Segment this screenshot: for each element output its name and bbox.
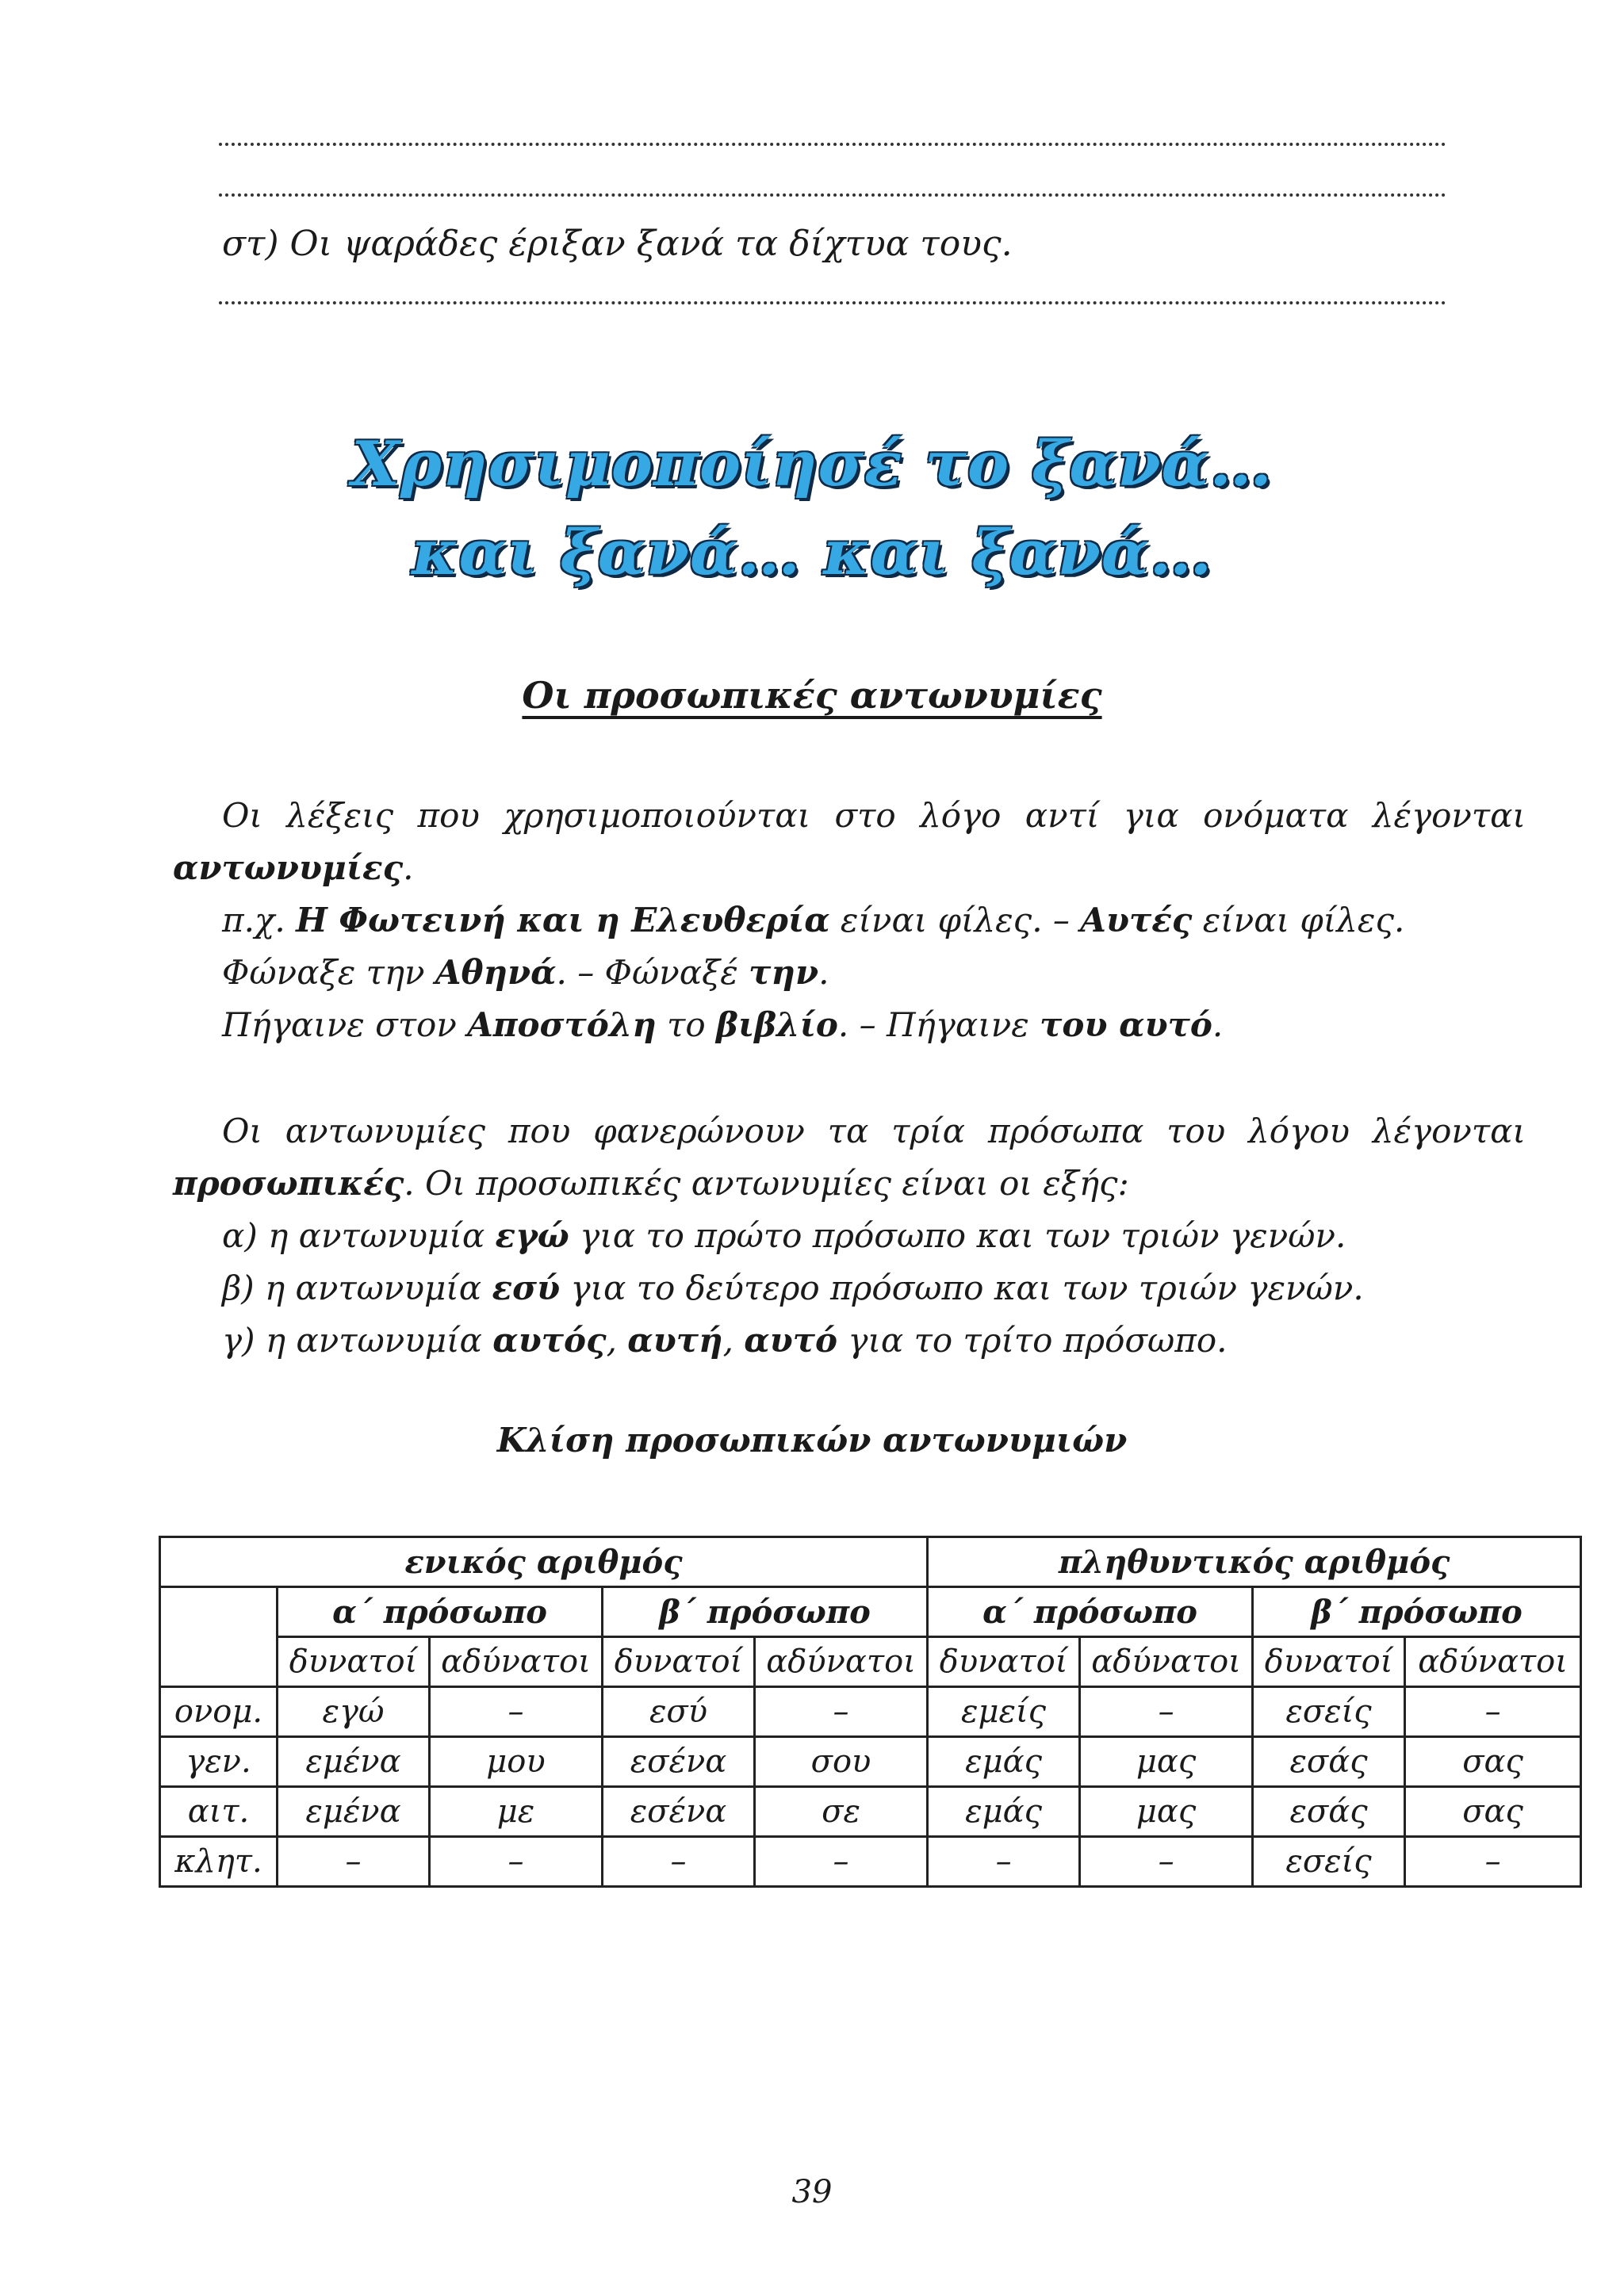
example-text: το bbox=[656, 1005, 717, 1044]
list-bold: εγώ bbox=[495, 1216, 569, 1255]
table-cell: – bbox=[1405, 1687, 1581, 1737]
list-text: γ) η αντωνυμία bbox=[222, 1321, 493, 1360]
list-text: για το πρώτο πρόσωπο και των τριών γενών. bbox=[569, 1216, 1346, 1255]
table-cell: εσένα bbox=[603, 1737, 755, 1787]
example-1 bbox=[222, 894, 1404, 947]
table-cell: σας bbox=[1405, 1737, 1581, 1787]
example-prefix: π.χ. bbox=[222, 901, 297, 939]
header-singular: ενικός αριθμός bbox=[160, 1537, 928, 1587]
list-item-c bbox=[222, 1314, 1228, 1367]
headline-line-1: Χρησιμοποίησέ το ξανά… bbox=[351, 428, 1273, 500]
header-person: β΄ πρόσωπο bbox=[603, 1587, 928, 1637]
term-antonymies: αντωνυμίες bbox=[173, 848, 404, 887]
example-bold: βιβλίο bbox=[716, 1005, 838, 1044]
case-label: κλητ. bbox=[160, 1837, 278, 1887]
case-label: αιτ. bbox=[160, 1787, 278, 1837]
punctuation: . bbox=[403, 848, 414, 887]
table-row bbox=[160, 1837, 1581, 1887]
example-3 bbox=[222, 999, 1223, 1051]
list-bold: αυτός bbox=[492, 1321, 607, 1360]
table-cell: – bbox=[755, 1687, 928, 1737]
table-row bbox=[160, 1537, 1581, 1587]
table-row bbox=[160, 1787, 1581, 1837]
header-person: β΄ πρόσωπο bbox=[1253, 1587, 1581, 1637]
table-cell: εσάς bbox=[1253, 1737, 1405, 1787]
table-row bbox=[160, 1637, 1581, 1687]
table-cell: μου bbox=[430, 1737, 603, 1787]
header-plural: πληθυντικός αριθμός bbox=[928, 1537, 1581, 1587]
list-bold: αυτή bbox=[627, 1321, 723, 1360]
table-title: Κλίση προσωπικών αντωνυμιών bbox=[496, 1421, 1128, 1460]
header-form: αδύνατοι bbox=[1405, 1637, 1581, 1687]
personal-text: . Οι προσωπικές αντωνυμίες είναι οι εξής: bbox=[404, 1164, 1129, 1203]
term-prosopikes: προσωπικές bbox=[173, 1164, 404, 1203]
answer-dotted-line bbox=[219, 143, 1446, 146]
table-cell: – bbox=[1080, 1837, 1253, 1887]
header-form: δυνατοί bbox=[928, 1637, 1080, 1687]
table-cell: εσείς bbox=[1253, 1837, 1405, 1887]
table-cell: εσύ bbox=[603, 1687, 755, 1737]
example-text: είναι φίλες. bbox=[1192, 901, 1405, 939]
table-row bbox=[160, 1687, 1581, 1737]
list-bold: εσύ bbox=[492, 1269, 561, 1307]
intro-line-2 bbox=[173, 842, 414, 894]
headline-line-2: και ξανά… και ξανά… bbox=[412, 517, 1212, 589]
example-text: . bbox=[818, 953, 829, 992]
example-text: . – Φώναξέ bbox=[556, 953, 749, 992]
example-bold: του αυτό bbox=[1040, 1005, 1212, 1044]
header-form: δυνατοί bbox=[1253, 1637, 1405, 1687]
exercise-line-st: στ) Οι ψαράδες έριξαν ξανά τα δίχτυα τους. bbox=[222, 224, 1013, 264]
example-text: Φώναξε την bbox=[222, 953, 435, 992]
list-item-b bbox=[222, 1262, 1364, 1314]
personal-line-1: Οι αντωνυμίες που φανερώνουν τα τρία πρόσωπα του λόγου λέγονται bbox=[222, 1112, 1526, 1150]
table-row bbox=[160, 1587, 1581, 1637]
table-cell: εμείς bbox=[928, 1687, 1080, 1737]
declension-table bbox=[159, 1536, 1582, 1888]
table-cell: με bbox=[430, 1787, 603, 1837]
answer-dotted-line bbox=[219, 193, 1446, 197]
table-cell: – bbox=[430, 1687, 603, 1737]
example-bold: Αποστόλη bbox=[467, 1005, 657, 1044]
header-form: αδύνατοι bbox=[1080, 1637, 1253, 1687]
example-bold: Αυτές bbox=[1080, 901, 1193, 939]
table-row bbox=[160, 1737, 1581, 1787]
table-cell: εμένα bbox=[278, 1787, 430, 1837]
header-form: αδύνατοι bbox=[755, 1637, 928, 1687]
table-cell: – bbox=[928, 1837, 1080, 1887]
example-bold: Αθηνά bbox=[435, 953, 557, 992]
example-bold: την bbox=[749, 953, 819, 992]
header-person: α΄ πρόσωπο bbox=[928, 1587, 1253, 1637]
list-text: για το δεύτερο πρόσωπο και των τριών γενών. bbox=[560, 1269, 1364, 1307]
table-cell: σου bbox=[755, 1737, 928, 1787]
empty-corner-cell bbox=[160, 1587, 278, 1687]
table-cell: εσάς bbox=[1253, 1787, 1405, 1837]
table-cell: εμάς bbox=[928, 1737, 1080, 1787]
table-cell: – bbox=[1405, 1837, 1581, 1887]
personal-line-2 bbox=[173, 1158, 1129, 1210]
header-form: δυνατοί bbox=[603, 1637, 755, 1687]
case-label: ονομ. bbox=[160, 1687, 278, 1737]
table-cell: σας bbox=[1405, 1787, 1581, 1837]
table-cell: εμένα bbox=[278, 1737, 430, 1787]
list-bold: αυτό bbox=[744, 1321, 838, 1360]
example-text: είναι φίλες. – bbox=[829, 901, 1081, 939]
table-cell: σε bbox=[755, 1787, 928, 1837]
table-cell: εσείς bbox=[1253, 1687, 1405, 1737]
table-cell: – bbox=[755, 1837, 928, 1887]
example-text: . bbox=[1212, 1005, 1224, 1044]
example-text: Πήγαινε στον bbox=[222, 1005, 468, 1044]
list-text: α) η αντωνυμία bbox=[222, 1216, 496, 1255]
table-cell: μας bbox=[1080, 1737, 1253, 1787]
table-cell: – bbox=[1080, 1687, 1253, 1737]
table-cell: – bbox=[278, 1837, 430, 1887]
case-label: γεν. bbox=[160, 1737, 278, 1787]
header-form: αδύνατοι bbox=[430, 1637, 603, 1687]
header-person: α΄ πρόσωπο bbox=[278, 1587, 603, 1637]
list-text: , bbox=[722, 1321, 745, 1360]
table-cell: – bbox=[603, 1837, 755, 1887]
list-text: για το τρίτο πρόσωπο. bbox=[837, 1321, 1228, 1360]
answer-dotted-line bbox=[219, 301, 1446, 304]
table-cell: εμάς bbox=[928, 1787, 1080, 1837]
table-cell: εγώ bbox=[278, 1687, 430, 1737]
table-cell: – bbox=[430, 1837, 603, 1887]
section-title: Οι προσωπικές αντωνυμίες bbox=[522, 674, 1102, 717]
example-bold: Η Φωτεινή και η Ελευθερία bbox=[296, 901, 830, 939]
list-text: , bbox=[606, 1321, 628, 1360]
example-text: . – Πήγαινε bbox=[837, 1005, 1040, 1044]
list-item-a bbox=[222, 1210, 1346, 1262]
page-number: 39 bbox=[791, 2174, 833, 2210]
table-cell: εσένα bbox=[603, 1787, 755, 1837]
list-text: β) η αντωνυμία bbox=[222, 1269, 492, 1307]
intro-line-1: Οι λέξεις που χρησιμοποιούνται στο λόγο αντί για ονόματα λέγονται bbox=[222, 796, 1526, 835]
header-form: δυνατοί bbox=[278, 1637, 430, 1687]
example-2 bbox=[222, 947, 829, 999]
table-cell: μας bbox=[1080, 1787, 1253, 1837]
